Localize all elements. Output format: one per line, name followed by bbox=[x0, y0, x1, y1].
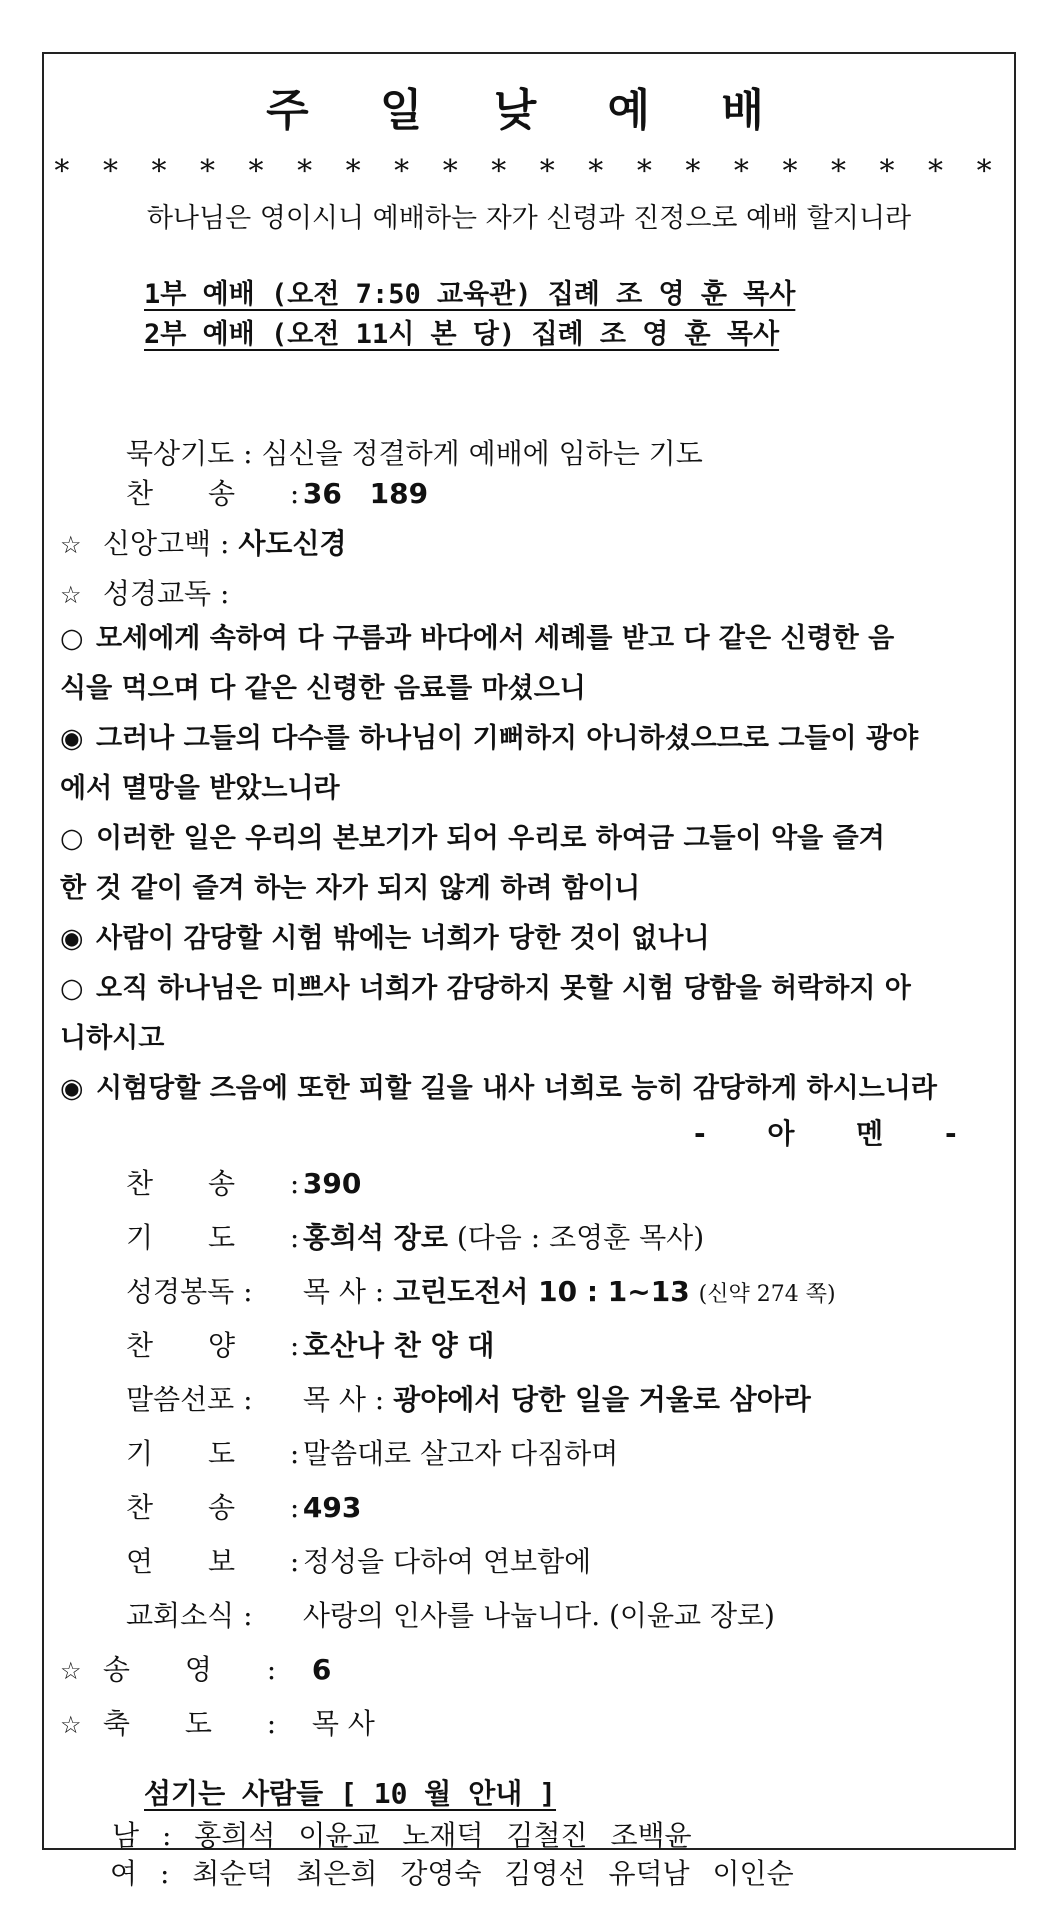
prayer-2-value: 말씀대로 살고자 다짐하며 bbox=[302, 1437, 619, 1470]
star-icon: ☆ bbox=[60, 1711, 82, 1739]
offering-value: 정성을 다하여 연보함에 bbox=[302, 1545, 592, 1578]
star-icon: ☆ bbox=[60, 531, 82, 559]
filled-circle-icon: ◉ bbox=[60, 923, 84, 954]
sermon-label: 말씀선포 : bbox=[126, 1383, 253, 1416]
motto: 하나님은 영이시니 예배하는 자가 신령과 진정으로 예배 할지니라 bbox=[146, 203, 912, 234]
benediction-value: 목 사 bbox=[311, 1707, 375, 1740]
filled-circle-icon: ◉ bbox=[60, 1073, 84, 1104]
service-2-info: 2부 예배 (오전 11시 본 당) 집례 조 영 훈 목사 bbox=[144, 319, 780, 350]
doxology-value: 6 bbox=[311, 1653, 332, 1686]
verse-5-line-2: 니하시고 bbox=[60, 1023, 165, 1054]
verse-3-line-1: ○ 이러한 일은 우리의 본보기가 되어 우리로 하여금 그들이 악을 즐겨 bbox=[60, 823, 885, 854]
hymn-3-row bbox=[126, 1486, 361, 1526]
hymn-1-value: 36 189 bbox=[302, 477, 429, 510]
hymn-3-label: 찬 송 : bbox=[126, 1491, 300, 1524]
offering-label: 연 보 : bbox=[126, 1545, 300, 1578]
creed-row bbox=[60, 522, 347, 562]
star-icon: ☆ bbox=[60, 581, 82, 609]
prayer-1-label: 기 도 : bbox=[126, 1221, 300, 1254]
prayer-1-row bbox=[126, 1216, 704, 1256]
page-title: 주 일 낮 예 배 bbox=[266, 85, 792, 136]
hymn-1-label: 찬 송 : bbox=[126, 477, 300, 510]
creed-value: 사도신경 bbox=[238, 527, 347, 560]
verse-2-line-1: ◉ 그러나 그들의 다수를 하나님이 기뻐하지 아니하셨으므로 그들이 광야 bbox=[60, 723, 919, 754]
hymn-2-label: 찬 송 : bbox=[126, 1167, 300, 1200]
verse-4-line-1: ◉ 사람이 감당할 시험 밖에는 너희가 당한 것이 없나니 bbox=[60, 923, 710, 954]
scripture-who: 목 사 : bbox=[302, 1275, 385, 1308]
verse-3-line-2: 한 것 같이 즐겨 하는 자가 되지 않게 하려 함이니 bbox=[60, 873, 641, 904]
meditation-label: 묵상기도 : bbox=[126, 437, 253, 470]
offering-row bbox=[126, 1540, 591, 1580]
prayer-1-value: 홍희석 장로 bbox=[302, 1221, 448, 1254]
amen: - 아 멘 - bbox=[694, 1117, 983, 1150]
ushers-women: 여 : 최순덕 최은희 강영숙 김영선 유덕남 이인순 bbox=[110, 1857, 794, 1890]
star-icon: ☆ bbox=[60, 1657, 82, 1685]
hymn-2-row bbox=[126, 1162, 361, 1202]
sermon-who: 목 사 : bbox=[302, 1383, 385, 1416]
scripture-row bbox=[126, 1270, 836, 1310]
prayer-1-note: (다음 : 조영훈 목사) bbox=[456, 1221, 705, 1254]
open-circle-icon: ○ bbox=[60, 973, 84, 1004]
verse-1-line-1: ○ 모세에게 속하여 다 구름과 바다에서 세례를 받고 다 같은 신령한 음 bbox=[60, 623, 895, 654]
verse-6-line-1: ◉ 시험당할 즈음에 또한 피할 길을 내사 너희로 능히 감당하게 하시느니라 bbox=[60, 1073, 937, 1104]
bulletin-frame bbox=[42, 52, 1016, 1850]
prayer-2-label: 기 도 : bbox=[126, 1437, 300, 1470]
verse-5-line-1: ○ 오직 하나님은 미쁘사 너희가 감당하지 못할 시험 당함을 허락하지 아 bbox=[60, 973, 911, 1004]
ushers-title: 섬기는 사람들 [ 10 월 안내 ] bbox=[144, 1777, 557, 1810]
scripture-label: 성경봉독 : bbox=[126, 1275, 253, 1308]
hymn-2-value: 390 bbox=[302, 1167, 362, 1200]
doxology-label: 송 영 : bbox=[102, 1653, 277, 1686]
star-divider: * * * * * * * * * * * * * * * * * * * * bbox=[54, 154, 1004, 189]
meditation-row bbox=[126, 432, 703, 472]
anthem-value: 호산나 찬 양 대 bbox=[302, 1329, 495, 1362]
news-label: 교회소식 : bbox=[126, 1599, 253, 1632]
reading-row bbox=[60, 572, 229, 612]
news-row bbox=[126, 1594, 775, 1634]
hymn-1-row bbox=[126, 472, 428, 512]
filled-circle-icon: ◉ bbox=[60, 723, 84, 754]
sermon-row bbox=[126, 1378, 811, 1418]
creed-label: 신앙고백 : bbox=[102, 527, 230, 560]
prayer-2-row bbox=[126, 1432, 618, 1472]
benediction-row bbox=[60, 1702, 375, 1742]
service-1-info: 1부 예배 (오전 7:50 교육관) 집례 조 영 훈 목사 bbox=[144, 279, 796, 310]
ushers-men: 남 : 홍희석 이윤교 노재덕 김철진 조백윤 bbox=[112, 1819, 692, 1852]
news-value: 사랑의 인사를 나눕니다. (이윤교 장로) bbox=[302, 1599, 775, 1632]
anthem-label: 찬 양 : bbox=[126, 1329, 300, 1362]
open-circle-icon: ○ bbox=[60, 623, 84, 654]
anthem-row bbox=[126, 1324, 494, 1364]
benediction-label: 축 도 : bbox=[102, 1707, 277, 1740]
scripture-note: (신약 274 쪽) bbox=[698, 1282, 836, 1307]
hymn-3-value: 493 bbox=[302, 1491, 362, 1524]
reading-label: 성경교독 : bbox=[102, 577, 230, 610]
verse-1-line-2: 식을 먹으며 다 같은 신령한 음료를 마셨으니 bbox=[60, 673, 586, 704]
sermon-value: 광야에서 당한 일을 거울로 삼아라 bbox=[393, 1383, 811, 1416]
open-circle-icon: ○ bbox=[60, 823, 84, 854]
doxology-row bbox=[60, 1648, 331, 1688]
verse-2-line-2: 에서 멸망을 받았느니라 bbox=[60, 773, 340, 804]
meditation-text: 심신을 정결하게 예배에 임하는 기도 bbox=[261, 437, 703, 470]
scripture-value: 고린도전서 10 : 1~13 bbox=[393, 1275, 690, 1308]
